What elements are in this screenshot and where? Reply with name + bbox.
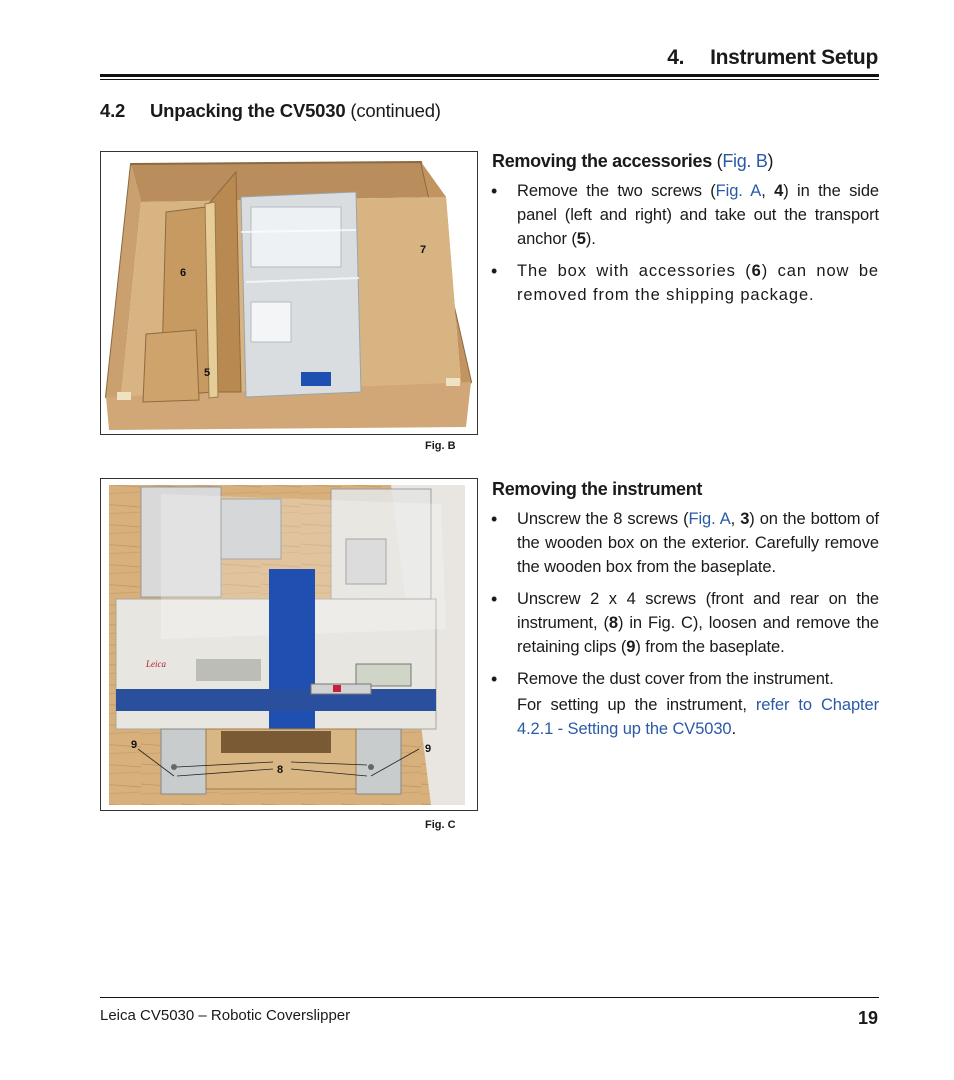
bullet-marker: •	[491, 509, 498, 529]
fig-a-link[interactable]: Fig. A	[715, 182, 762, 200]
instrument-bullet-2: Unscrew 2 x 4 screws (front and rear on the instrument, (8) in Fig. C), loosen and remove the retaining clips (9) from the baseplate.	[517, 590, 879, 656]
accessories-heading: Removing the accessories (Fig. B)	[492, 151, 774, 171]
chapter-4-2-1-link[interactable]: refer to Chapter 4.2.1 - Setting up the CV5030	[517, 696, 879, 738]
accessories-bullet-2: The box with accessories (6) can now be removed from the shipping package.	[517, 262, 879, 304]
instrument-bullet-1: Unscrew the 8 screws (Fig. A, 3) on the bottom of the wooden box on the exterior. Carefully remove the wooden box from the baseplate.	[517, 510, 880, 576]
fig-b-link[interactable]: Fig. B	[722, 151, 768, 171]
callout-5: 5	[204, 367, 211, 379]
figure-c-caption: Fig. C	[425, 819, 456, 831]
footer-rule	[100, 997, 879, 998]
section-suffix: (continued)	[345, 100, 441, 121]
figure-c-frame	[100, 478, 478, 811]
instrument-heading: Removing the instrument	[492, 479, 703, 499]
fig-a-link[interactable]: Fig. A	[688, 510, 731, 528]
brand-text: Leica	[146, 659, 166, 669]
callout-8: 8	[277, 764, 284, 776]
bullet-marker: •	[491, 669, 498, 689]
figure-b-frame	[100, 151, 478, 435]
instrument-bullet-3: Remove the dust cover from the instrument.	[517, 670, 834, 688]
figure-c-photo	[101, 479, 477, 810]
bullet-marker: •	[491, 589, 498, 609]
chapter-title-text: Instrument Setup	[710, 46, 878, 69]
callout-9-right: 9	[425, 743, 432, 755]
section-heading	[100, 100, 441, 122]
chapter-title	[667, 46, 878, 70]
callout-9-left: 9	[131, 739, 138, 751]
figure-b-photo	[101, 152, 477, 434]
accessories-heading-text: Removing the accessories	[492, 151, 712, 171]
footer-doc-title: Leica CV5030 – Robotic Coverslipper	[100, 1007, 351, 1024]
figure-b-caption: Fig. B	[425, 440, 456, 452]
bullet-marker: •	[491, 181, 498, 201]
bullet-marker: •	[491, 261, 498, 281]
section-number: 4.2	[100, 100, 126, 121]
callout-7: 7	[420, 244, 427, 256]
callout-6: 6	[180, 267, 187, 279]
chapter-number: 4.	[667, 46, 685, 69]
instrument-setup-note: For setting up the instrument, refer to Chapter 4.2.1 - Setting up the CV5030.	[517, 696, 879, 738]
page-number: 19	[857, 1008, 878, 1028]
section-title: Unpacking the CV5030	[150, 100, 346, 121]
header-rule-thick	[100, 74, 879, 77]
accessories-bullet-1: Remove the two screws (Fig. A, 4) in the side panel (left and right) and take out the transport anchor (5).	[517, 182, 879, 248]
header-rule-thin	[100, 79, 879, 80]
